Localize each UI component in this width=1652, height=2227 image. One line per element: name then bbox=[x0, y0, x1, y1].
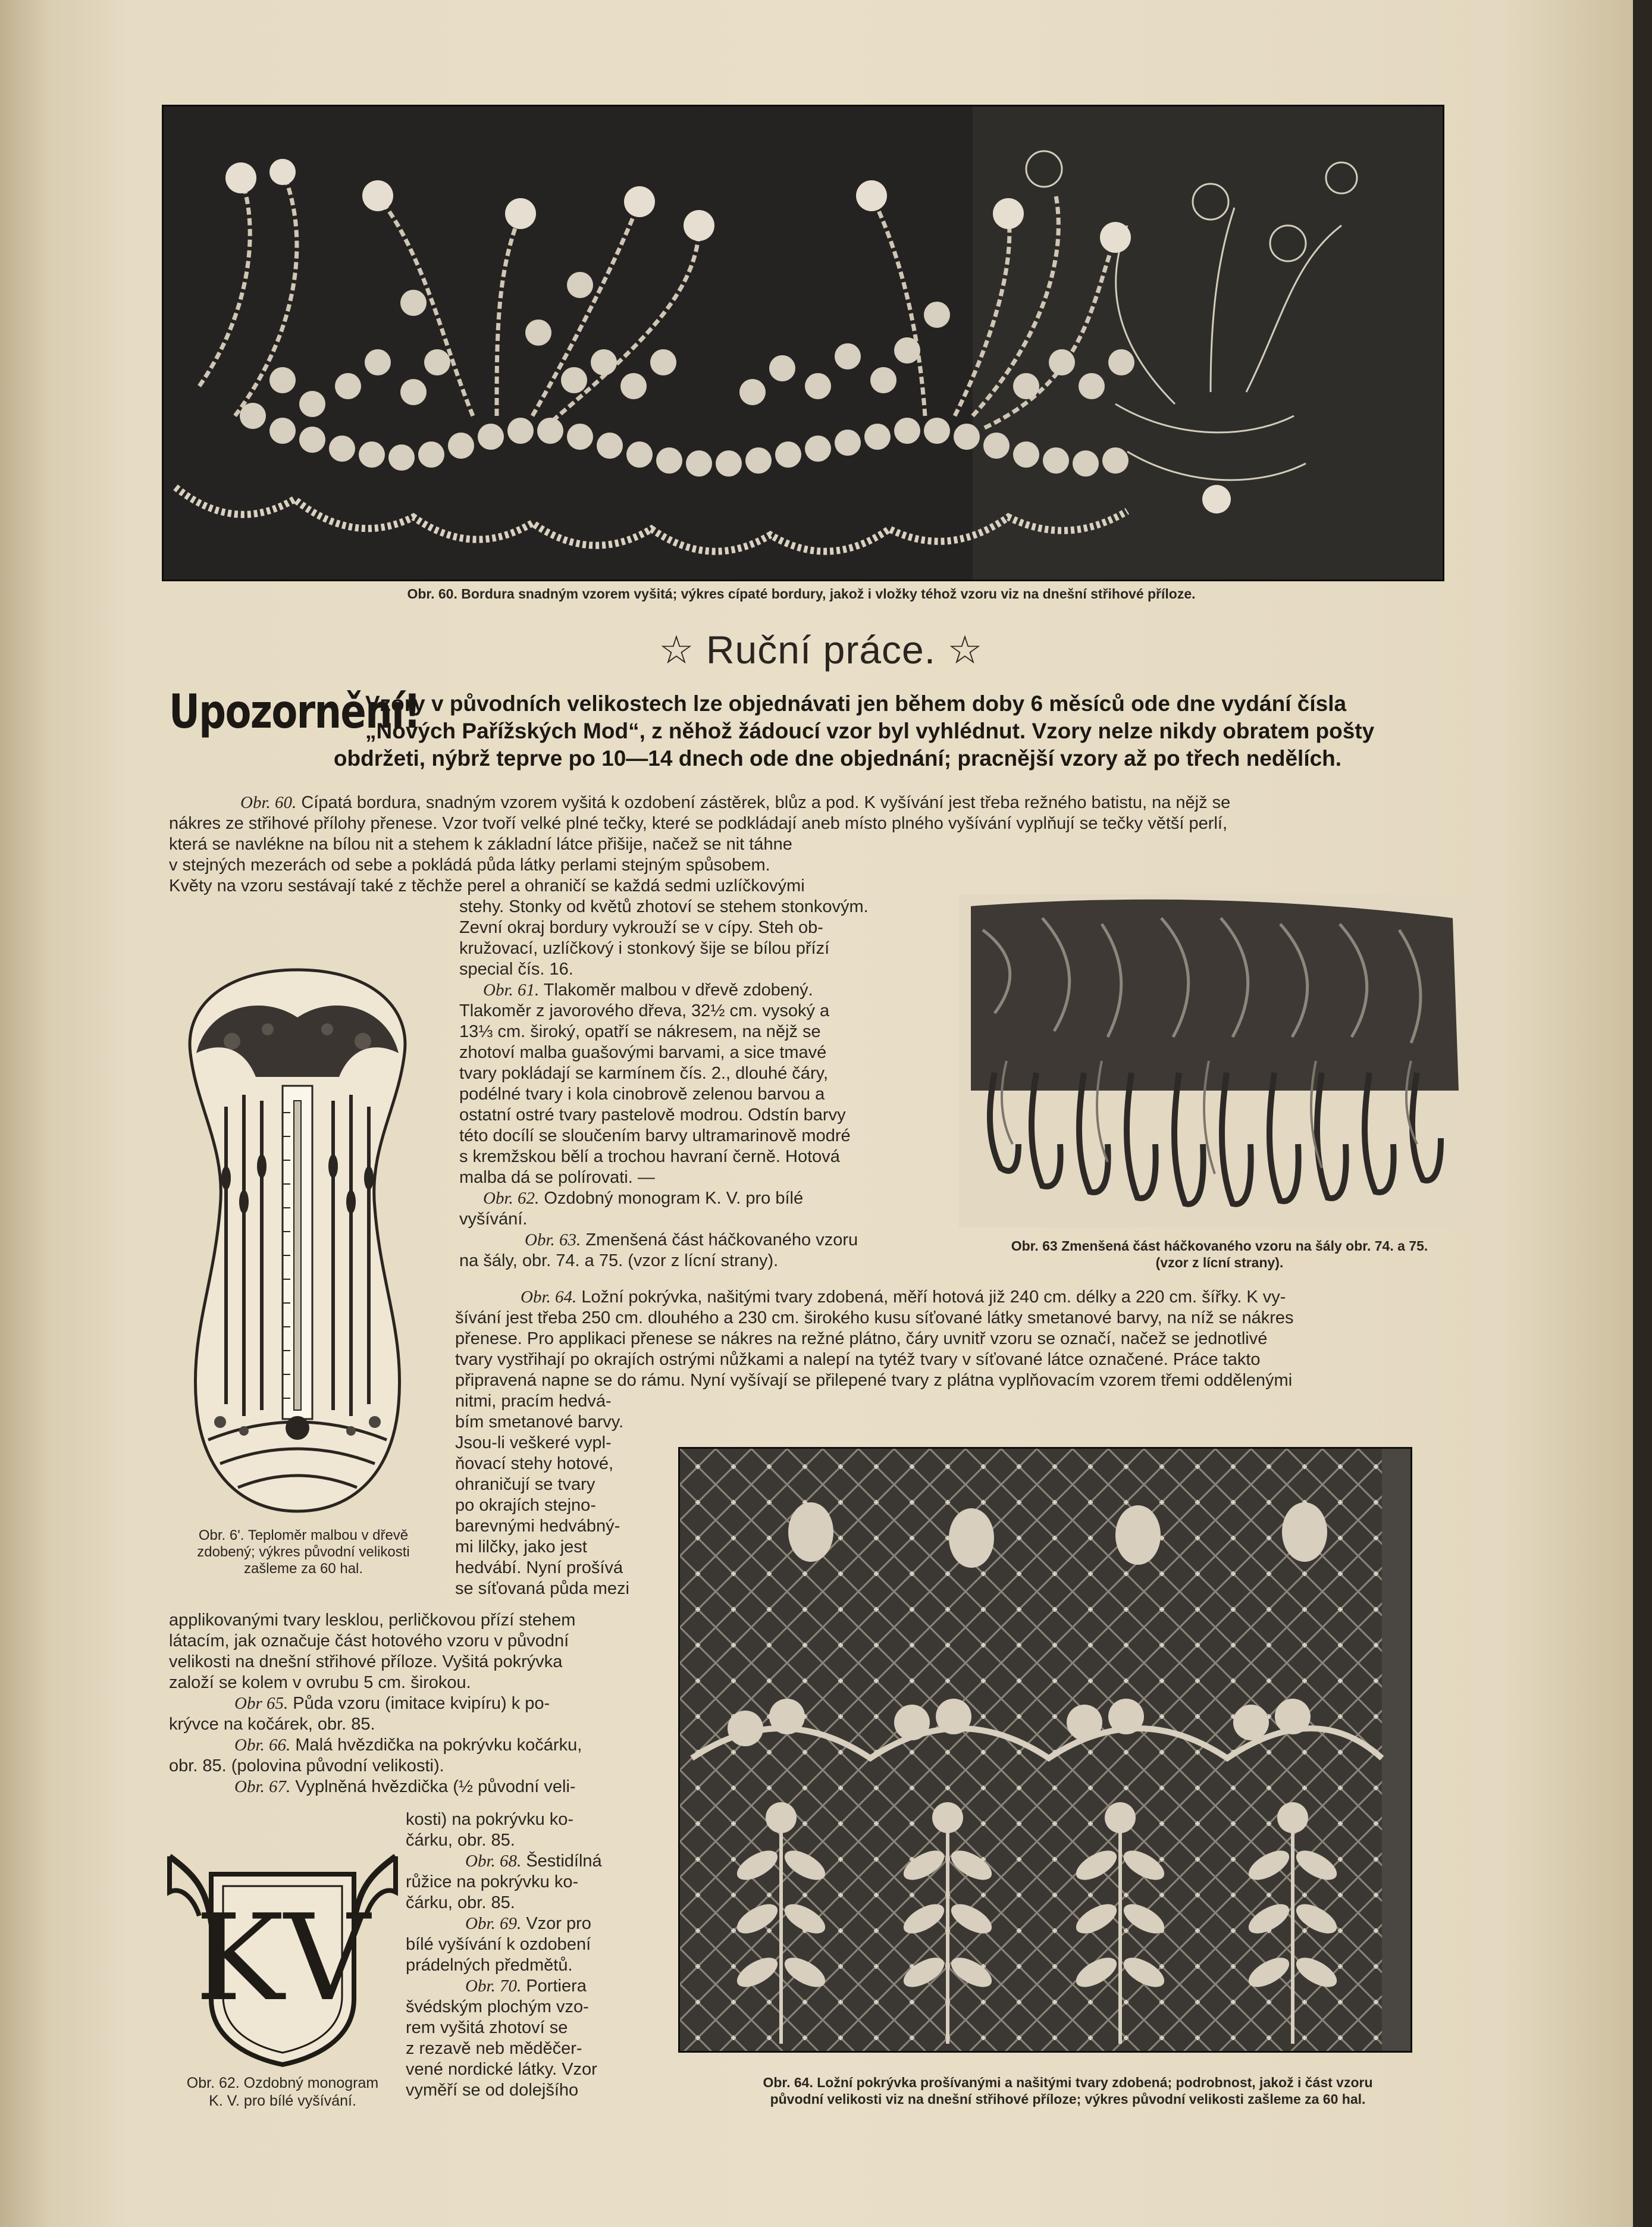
text-line: prádelných předmětů. bbox=[406, 1956, 573, 1975]
obr66-lead: Obr. 66. bbox=[234, 1736, 291, 1755]
paragraph-obr64 bbox=[455, 1287, 1478, 1391]
text-line: Vzor pro bbox=[521, 1914, 591, 1933]
text-line: šívání jest třeba 250 cm. dlouhého a 230 cm. širokého kusu síťované látky smetanové barvy, na níž se nákres bbox=[455, 1308, 1294, 1327]
text-line: krývce na kočárek, obr. 85. bbox=[169, 1715, 375, 1734]
text-line: mi lilčky, jako jest bbox=[455, 1537, 587, 1556]
text-line: kružovací, uzlíčkový i stonkový šije se bílou přízí bbox=[459, 939, 830, 958]
text-line: zhotoví malba guašovými barvami, a sice tmavé bbox=[459, 1043, 827, 1062]
fig64-bedspread-photo bbox=[678, 1447, 1412, 2053]
text-line: tvary pokládají se karmínem čís. 2., dlouhé čáry, bbox=[459, 1064, 829, 1083]
text-line: Tlakoměr malbou v dřevě zdobený. bbox=[539, 981, 813, 1000]
fig61-thermometer-illustration bbox=[173, 952, 422, 1523]
text-line: přenese. Pro applikaci přenese se nákres na režné plátno, čáry uvnitř vzoru se označí, načež se jednotlivé bbox=[455, 1329, 1268, 1348]
text-line: tvary vystřihají po okrajích ostrými nůžkami a nalepí na tytéž tvary v síťované látce označené. Práce takto bbox=[455, 1350, 1261, 1369]
text-line: s kremžskou bělí a trochou havraní černě. Hotová bbox=[459, 1147, 840, 1166]
text-line: 13⅓ cm. široký, opatří se nákresem, na nějž se bbox=[459, 1022, 821, 1041]
text-line: založí se kolem v ovrubu 5 cm. širokou. bbox=[169, 1673, 471, 1692]
text-line: vené nordické látky. Vzor bbox=[406, 2060, 597, 2079]
paragraph-obr60 bbox=[169, 793, 1478, 897]
text-line: se síťovaná půda mezi bbox=[455, 1579, 629, 1598]
text-line: velikosti na dnešní střihové příloze. Vyšitá pokrývka bbox=[169, 1652, 563, 1671]
obr64-lead: Obr. 64. bbox=[521, 1288, 577, 1307]
fig60-embroidery-photo bbox=[162, 105, 1444, 581]
text-line: vyšívání. bbox=[459, 1210, 528, 1229]
fig61-caption-line-3: zašleme za 60 hal. bbox=[243, 1561, 363, 1577]
obr68-lead: Obr. 68. bbox=[465, 1852, 522, 1871]
text-line: malba dá se polírovati. — bbox=[459, 1168, 655, 1187]
text-line: po okrajích stejno- bbox=[455, 1496, 596, 1515]
text-line: Ložní pokrývka, našitými tvary zdobená, měří hotová již 240 cm. délky a 220 cm. šířky. K vy- bbox=[576, 1288, 1286, 1307]
text-line: Vyplněná hvězdička (½ původní veli- bbox=[290, 1777, 576, 1796]
text-line: Portiera bbox=[521, 1977, 587, 1996]
text-line: látacím, jak označuje část hotového vzoru v původní bbox=[169, 1631, 569, 1650]
text-line: Tlakoměr z javorového dřeva, 32½ cm. vysoký a bbox=[459, 1001, 830, 1020]
text-line: této docílí se sloučením barvy ultramarinově modré bbox=[459, 1126, 851, 1145]
fig60-caption: Obr. 60. Bordura snadným vzorem vyšitá; výkres cípaté bordury, jakož i vložky téhož vzoru viz na dnešní střihové příloze. bbox=[407, 586, 1196, 602]
notice-line-2: „Nových Pařížských Mod“, z něhož žádoucí vzor byl vyhlédnut. Vzory nelze nikdy obratem pošty bbox=[365, 719, 1375, 743]
obr70-lead: Obr. 70. bbox=[465, 1977, 522, 1996]
obr67-lead: Obr. 67. bbox=[234, 1777, 291, 1796]
text-line: stehy. Stonky od květů zhotoví se stehem stonkovým. bbox=[459, 897, 869, 916]
notice-line-1: Vzory v původních velikostech lze objednávati jen během doby 6 měsíců ode dne vydání čísla bbox=[365, 691, 1347, 716]
text-line: ňovací stehy hotové, bbox=[455, 1454, 613, 1473]
text-line: kosti) na pokrývku ko- bbox=[406, 1810, 574, 1829]
text-line: která se navlékne na bílou nit a stehem k základní látce přišije, načež se nit táhne bbox=[169, 835, 792, 854]
text-line: v stejných mezerách od sebe a pokládá půda látky perlami stejným spůsobem. bbox=[169, 856, 770, 875]
text-line: hedvábí. Nyní prošívá bbox=[455, 1558, 623, 1577]
text-line: nitmi, pracím hedvá- bbox=[455, 1392, 612, 1411]
text-line: Šestidílná bbox=[521, 1852, 602, 1871]
text-line: čárku, obr. 85. bbox=[406, 1831, 515, 1850]
text-line: z rezavě neb měděčer- bbox=[406, 2039, 582, 2058]
text-line: růžice na pokrývku ko- bbox=[406, 1872, 579, 1891]
text-line: bílé vyšívání k ozdobení bbox=[406, 1935, 591, 1954]
paragraph-obr60-continued bbox=[459, 897, 959, 1271]
obr61-lead: Obr. 61. bbox=[483, 981, 540, 1000]
text-line: připravená napne se do rámu. Nyní vyšívají se přilepené tvary z plátna vyplňovacím vzorem třemi oddělenými bbox=[455, 1371, 1293, 1390]
fig61-caption-line-2: zdobený; výkres původní velikosti bbox=[197, 1544, 410, 1560]
text-line: obr. 85. (polovina původní velikosti). bbox=[169, 1756, 444, 1775]
text-line: rem vyšitá zhotoví se bbox=[406, 2018, 568, 2037]
fig63-crochet-photo bbox=[959, 894, 1465, 1227]
text-line: podélné tvary i kola cinobrově zelenou barvou a bbox=[459, 1085, 825, 1104]
page-edge-shadow bbox=[1633, 0, 1652, 2227]
text-line: vyměří se od dolejšího bbox=[406, 2081, 579, 2100]
obr62-lead: Obr. 62. bbox=[483, 1189, 540, 1208]
paragraph-obr64-narrow bbox=[455, 1391, 654, 1599]
paragraph-obr64-lower bbox=[169, 1610, 654, 1797]
text-line: čárku, obr. 85. bbox=[406, 1893, 515, 1912]
paragraph-obr67-70 bbox=[406, 1809, 654, 2101]
text-line: nákres ze střihové přílohy přenese. Vzor tvoří velké plné tečky, které se podkládají aneb místo plného vyšívání vyplňují se tečky větší perlí, bbox=[169, 814, 1227, 833]
fig62-caption-line-1: Obr. 62. Ozdobný monogram bbox=[186, 2075, 379, 2091]
section-title: ☆ Ruční práce. ☆ bbox=[659, 628, 983, 672]
text-line: Zevní okraj bordury vykrouží se v cípy. Steh ob- bbox=[459, 918, 823, 937]
text-line: Cípatá bordura, snadným vzorem vyšitá k ozdobení zástěrek, blůz a pod. K vyšívání jest třeba režného batistu, na nějž se bbox=[296, 793, 1231, 812]
obr65-lead: Obr 65. bbox=[234, 1694, 289, 1713]
fig62-caption-line-2: K. V. pro bílé vyšívání. bbox=[209, 2093, 356, 2109]
fig64-caption-line-2: původní velikosti viz na dnešní střihové příloze; výkres původní velikosti zašleme za 60 hal. bbox=[770, 2091, 1366, 2107]
fig61-caption-line-1: Obr. 6'. Teploměr malbou v dřevě bbox=[198, 1527, 409, 1543]
fig63-caption-line-2: (vzor z lícní strany). bbox=[1155, 1255, 1284, 1270]
text-line: na šály, obr. 74. a 75. (vzor z lícní strany). bbox=[459, 1251, 779, 1270]
obr63-lead: Obr. 63. bbox=[525, 1230, 581, 1249]
text-line: ohraničují se tvary bbox=[455, 1475, 595, 1494]
text-line: Květy na vzoru sestávají také z těchže perel a ohraničí se každá sedmi uzlíčkovými bbox=[169, 876, 805, 895]
text-line: Malá hvězdička na pokrývku kočárku, bbox=[290, 1736, 582, 1755]
text-line: Jsou-li veškeré vypl- bbox=[455, 1433, 612, 1452]
text-line: ostatní ostré tvary pastelově modrou. Odstín barvy bbox=[459, 1105, 846, 1125]
text-line: švédským plochým vzo- bbox=[406, 1997, 589, 2016]
text-line: Ozdobný monogram K. V. pro bílé bbox=[539, 1189, 804, 1208]
text-line: barevnými hedvábný- bbox=[455, 1517, 620, 1536]
text-line: Půda vzoru (imitace kvipíru) k po- bbox=[288, 1694, 550, 1713]
text-line: Zmenšená část háčkovaného vzoru bbox=[581, 1230, 858, 1249]
monogram-letters: KV bbox=[195, 1889, 370, 2028]
fig63-caption-line-1: Obr. 63 Zmenšená část háčkovaného vzoru na šály obr. 74. a 75. bbox=[1011, 1238, 1428, 1254]
text-line: special čís. 16. bbox=[459, 960, 573, 979]
fig64-caption-line-1: Obr. 64. Ložní pokrývka prošívanými a našitými tvary zdobená; podrobnost, jakož i část vzoru bbox=[763, 2075, 1373, 2090]
notice-line-3: obdržeti, nýbrž teprve po 10—14 dnech ode dne objednání; pracnější vzory až po třech nedělích. bbox=[333, 746, 1342, 770]
fig62-monogram-illustration bbox=[158, 1850, 407, 2071]
notice-label: Upozornění! bbox=[169, 685, 420, 739]
obr69-lead: Obr. 69. bbox=[465, 1914, 522, 1933]
text-line: bím smetanové barvy. bbox=[455, 1412, 624, 1432]
text-line: applikovanými tvary lesklou, perličkovou přízí stehem bbox=[169, 1611, 576, 1630]
obr60-lead: Obr. 60. bbox=[240, 793, 297, 812]
